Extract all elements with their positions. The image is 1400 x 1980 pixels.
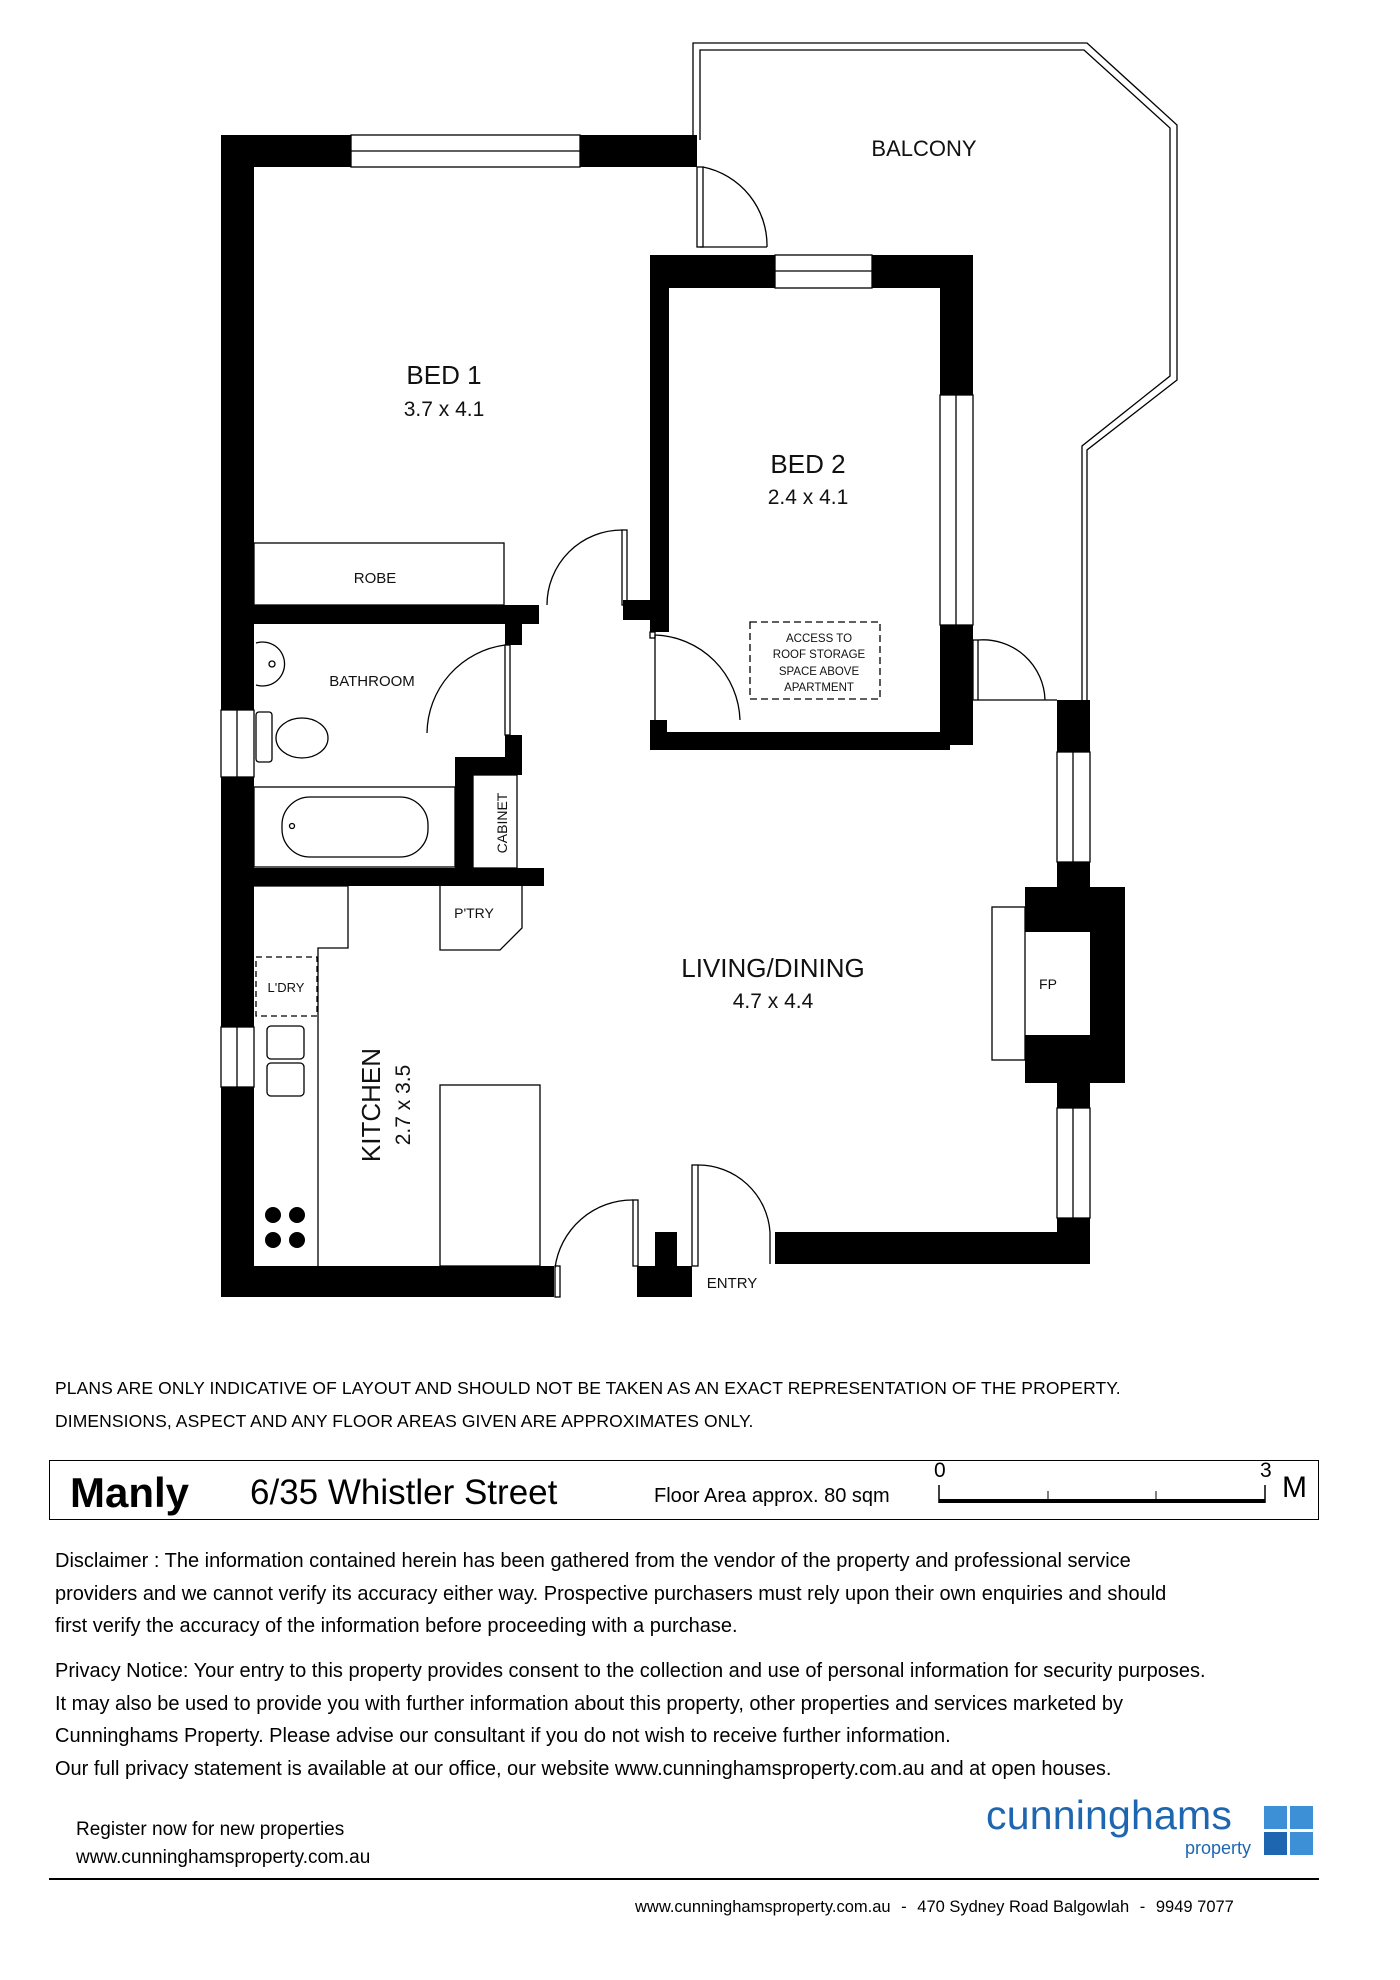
footer-address: 470 Sydney Road Balgowlah xyxy=(917,1898,1130,1916)
scale-bar xyxy=(938,1483,1278,1507)
basin-icon xyxy=(256,642,285,686)
street-address: 6/35 Whistler Street xyxy=(250,1473,558,1512)
label-pantry: P'TRY xyxy=(454,905,494,921)
layout-notice-line1: PLANS ARE ONLY INDICATIVE OF LAYOUT AND SHOULD NOT BE TAKEN AS AN EXACT REPRESENTATION OF THE PROPERTY. xyxy=(55,1378,1121,1398)
floor-area: Floor Area approx. 80 sqm xyxy=(654,1485,890,1507)
register-link[interactable]: www.cunninghamsproperty.com.au xyxy=(76,1847,371,1868)
scale-end: 3 xyxy=(1260,1459,1272,1482)
footer xyxy=(632,1898,1237,1917)
fireplace-hearth xyxy=(992,907,1025,1060)
privacy-notice xyxy=(55,1655,1345,1785)
bath-icon xyxy=(254,787,455,867)
label-robe: ROBE xyxy=(353,570,397,587)
register-block xyxy=(76,1816,370,1872)
privacy-line4: Our full privacy statement is available at our office, our website www.cunninghamsproperty.com.au and at open houses. xyxy=(55,1757,1112,1780)
disclaimer-line2: providers and we cannot verify its accuracy either way. Prospective purchasers must rely upon their own enquiries and should xyxy=(55,1582,1167,1605)
footer-website[interactable]: www.cunninghamsproperty.com.au xyxy=(635,1898,891,1916)
title-bar xyxy=(49,1460,1319,1520)
label-balcony: BALCONY xyxy=(871,136,977,161)
label-cabinet: CABINET xyxy=(494,792,510,854)
scale-unit: M xyxy=(1282,1471,1307,1504)
disclaimer xyxy=(55,1545,1345,1643)
island-bench xyxy=(440,1085,540,1266)
dims-bed1: 3.7 x 4.1 xyxy=(403,398,485,421)
label-roof-access-3: SPACE ABOVE xyxy=(778,666,860,678)
toilet-icon xyxy=(256,712,272,762)
label-fireplace: FP xyxy=(1039,976,1057,992)
dims-bed2: 2.4 x 4.1 xyxy=(767,486,849,509)
label-roof-access-2: ROOF STORAGE xyxy=(772,649,866,661)
label-kitchen: KITCHEN xyxy=(356,1047,386,1163)
label-laundry: L'DRY xyxy=(267,980,305,995)
privacy-line1: Privacy Notice: Your entry to this property provides consent to the collection and use of personal information for security purposes. xyxy=(55,1660,1206,1682)
scale-start: 0 xyxy=(934,1459,946,1482)
label-entry: ENTRY xyxy=(706,1275,758,1292)
footer-rule xyxy=(49,1878,1319,1880)
label-living: LIVING/DINING xyxy=(681,953,865,983)
disclaimer-line1: Disclaimer : The information contained herein has been gathered from the vendor of the property and professional service xyxy=(55,1550,1131,1572)
footer-phone: 9949 7077 xyxy=(1155,1898,1234,1916)
footer-sep-2: - xyxy=(1139,1898,1146,1916)
privacy-line3: Cunninghams Property. Please advise our consultant if you do not wish to receive further information. xyxy=(55,1725,951,1747)
label-roof-access-4: APARTMENT xyxy=(784,682,854,694)
sink-icon xyxy=(267,1026,304,1059)
footer-sep-1: - xyxy=(901,1898,907,1916)
register-line1: Register now for new properties xyxy=(76,1819,345,1840)
suburb-title: Manly xyxy=(70,1469,190,1516)
privacy-line2: It may also be used to provide you with further information about this property, other properties and services marketed by xyxy=(55,1692,1123,1715)
brand-sub: property xyxy=(1185,1838,1252,1858)
cooktop-icon xyxy=(265,1207,305,1248)
label-bathroom: BATHROOM xyxy=(329,673,415,690)
dims-kitchen: 2.7 x 3.5 xyxy=(392,1064,415,1146)
label-bed1: BED 1 xyxy=(406,360,482,390)
label-bed2: BED 2 xyxy=(770,449,846,479)
disclaimer-line3: first verify the accuracy of the information before proceeding with a purchase. xyxy=(55,1615,738,1637)
layout-notice-line2: DIMENSIONS, ASPECT AND ANY FLOOR AREAS GIVEN ARE APPROXIMATES ONLY. xyxy=(55,1411,754,1431)
brand-name: cunninghams xyxy=(986,1792,1233,1838)
dims-living: 4.7 x 4.4 xyxy=(732,990,814,1013)
label-roof-access-1: ACCESS TO xyxy=(785,633,853,645)
